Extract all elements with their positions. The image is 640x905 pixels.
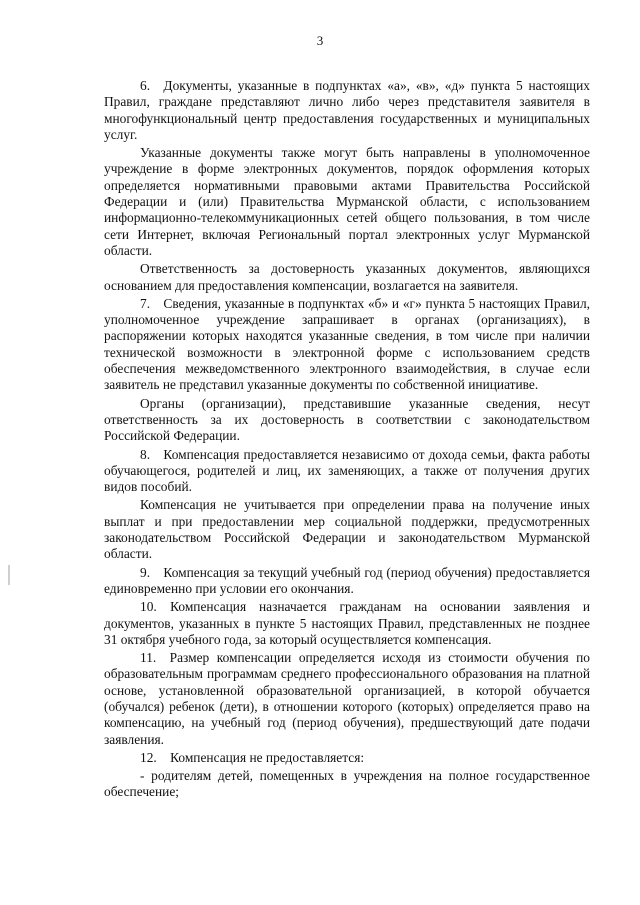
paragraph-7: 7. Сведения, указанные в подпунктах «б» и «г» пункта 5 настоящих Правил, уполномоченное учреждение запрашивает в органах (организациях), в распоряжении которых находятся указанные сведения, в том числе при наличии технической возможности в электронной форме с использованием средств обеспечения межведомственного электронного взаимодействия, в случае если заявитель не представил указанные документы по собственной инициативе. xyxy=(104,295,590,393)
scan-margin-mark xyxy=(8,565,10,585)
paragraph-12: 12. Компенсация не предоставляется: xyxy=(140,749,365,765)
paragraph-8: 8. Компенсация предоставляется независимо от дохода семьи, факта работы обучающегося, родителей и лиц, их заменяющих, а также от получения других видов пособий. xyxy=(104,446,590,495)
paragraph-6-electronic: Указанные документы также могут быть направлены в уполномоченное учреждение в форме электронных документов, порядок оформления которых определяется нормативными правовыми актами Правительства Российской Федерации и (или) Правительства Мурманской области, с использованием информационно-телекоммуникационных сетей общего пользования, в том числе сети Интернет, включая Региональный портал электронных услуг Мурманской области. xyxy=(104,145,590,258)
page-number: 3 xyxy=(316,33,324,48)
paragraph-6-responsibility: Ответственность за достоверность указанных документов, являющихся основанием для предоставления компенсации, возлагается на заявителя. xyxy=(104,261,590,293)
paragraph-7-organizations: Органы (организации), представившие указанные сведения, несут ответственность за их достоверность в соответствии с законодательством Российской Федерации. xyxy=(104,395,590,444)
paragraph-6: 6. Документы, указанные в подпунктах «а», «в», «д» пункта 5 настоящих Правил, граждане представляют лично либо через представителя заявителя в многофункциональный центр предоставления государственных и муниципальных услуг. xyxy=(104,78,590,142)
document-body xyxy=(104,78,590,803)
paragraph-8-not-counted: Компенсация не учитывается при определении права на получение иных выплат и при предоставлении мер социальной поддержки, предусмотренных законодательством Российской Федерации и законодательством Мурманской области. xyxy=(104,497,590,562)
paragraph-12-item-1: - родителям детей, помещенных в учреждения на полное государственное обеспечение; xyxy=(104,768,590,800)
paragraph-11: 11. Размер компенсации определяется исходя из стоимости обучения по образовательным программам среднего профессионального образования на платной основе, установленной образовательной организацией, в которой обучается (обучался) ребенок (дети), в отношении которого (которых) определяется право на компенсацию, на учебный год (период обучения), предшествующий дате подачи заявления. xyxy=(104,650,590,747)
paragraph-9: 9. Компенсация за текущий учебный год (период обучения) предоставляется единовременно при условии его окончания. xyxy=(104,564,590,596)
paragraph-10: 10. Компенсация назначается гражданам на основании заявления и документов, указанных в пункте 5 настоящих Правил, представленных не позднее 31 октября учебного года, за который осуществляется компенсация. xyxy=(104,599,590,647)
